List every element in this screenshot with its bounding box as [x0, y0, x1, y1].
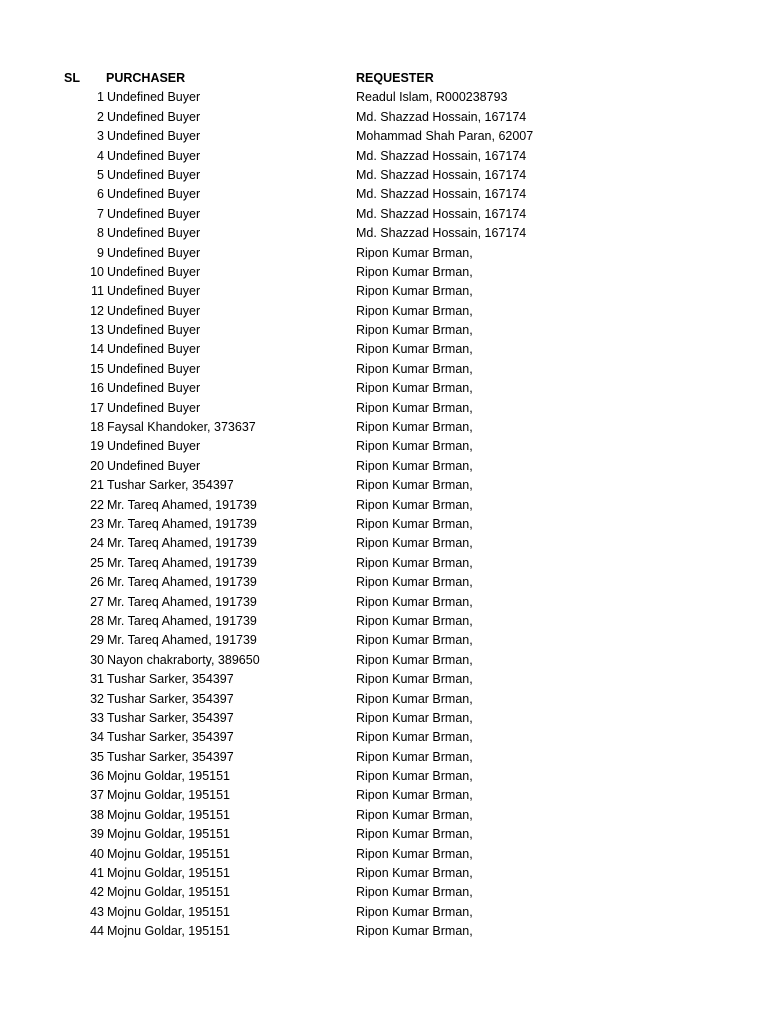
- table-row: [0, 263, 768, 282]
- cell-purchaser: Undefined Buyer: [107, 264, 201, 279]
- table-row: [0, 244, 768, 263]
- table-row: [0, 709, 768, 728]
- cell-requester: Ripon Kumar Brman,: [356, 866, 473, 881]
- cell-purchaser: Mojnu Goldar, 195151: [107, 866, 231, 881]
- cell-requester: Ripon Kumar Brman,: [356, 478, 473, 493]
- cell-purchaser: Mojnu Goldar, 195151: [107, 846, 231, 861]
- cell-sl: 9: [97, 245, 104, 260]
- cell-sl: 44: [90, 924, 104, 939]
- cell-purchaser: Faysal Khandoker, 373637: [107, 420, 256, 435]
- table-row: [0, 515, 768, 534]
- cell-purchaser: Undefined Buyer: [107, 361, 201, 376]
- cell-sl: 33: [90, 710, 104, 725]
- cell-requester: Readul Islam, R000238793: [356, 90, 508, 105]
- cell-requester: Ripon Kumar Brman,: [356, 264, 473, 279]
- cell-purchaser: Mojnu Goldar, 195151: [107, 788, 231, 803]
- cell-sl: 31: [90, 672, 104, 687]
- cell-requester: Ripon Kumar Brman,: [356, 730, 473, 745]
- table-row: [0, 147, 768, 166]
- cell-sl: 22: [90, 497, 104, 512]
- cell-requester: Ripon Kumar Brman,: [356, 633, 473, 648]
- table-row: [0, 767, 768, 786]
- cell-requester: Ripon Kumar Brman,: [356, 439, 473, 454]
- cell-requester: Ripon Kumar Brman,: [356, 536, 473, 551]
- table-row: [0, 690, 768, 709]
- table-row: [0, 476, 768, 495]
- cell-requester: Md. Shazzad Hossain, 167174: [356, 187, 527, 202]
- cell-requester: Md. Shazzad Hossain, 167174: [356, 206, 527, 221]
- cell-requester: Ripon Kumar Brman,: [356, 788, 473, 803]
- table-row: [0, 593, 768, 612]
- cell-sl: 1: [97, 90, 104, 105]
- cell-requester: Ripon Kumar Brman,: [356, 710, 473, 725]
- cell-purchaser: Undefined Buyer: [107, 148, 201, 163]
- cell-purchaser: Mojnu Goldar, 195151: [107, 827, 231, 842]
- table-row: [0, 185, 768, 204]
- cell-purchaser: Mr. Tareq Ahamed, 191739: [107, 497, 257, 512]
- cell-sl: 32: [90, 691, 104, 706]
- cell-sl: 26: [90, 575, 104, 590]
- cell-requester: Ripon Kumar Brman,: [356, 885, 473, 900]
- cell-purchaser: Tushar Sarker, 354397: [107, 672, 234, 687]
- cell-purchaser: Undefined Buyer: [107, 226, 201, 241]
- cell-sl: 21: [90, 478, 104, 493]
- cell-requester: Md. Shazzad Hossain, 167174: [356, 226, 527, 241]
- cell-purchaser: Mojnu Goldar, 195151: [107, 904, 231, 919]
- cell-sl: 40: [90, 846, 104, 861]
- cell-sl: 8: [97, 226, 104, 241]
- cell-requester: Ripon Kumar Brman,: [356, 361, 473, 376]
- cell-requester: Md. Shazzad Hossain, 167174: [356, 109, 527, 124]
- cell-requester: Ripon Kumar Brman,: [356, 769, 473, 784]
- table-row: [0, 340, 768, 359]
- cell-purchaser: Undefined Buyer: [107, 342, 201, 357]
- cell-purchaser: Undefined Buyer: [107, 90, 201, 105]
- cell-purchaser: Mr. Tareq Ahamed, 191739: [107, 613, 257, 628]
- cell-requester: Ripon Kumar Brman,: [356, 924, 473, 939]
- cell-sl: 39: [90, 827, 104, 842]
- table-row: [0, 864, 768, 883]
- table-header-row: [0, 69, 768, 88]
- table-row: [0, 728, 768, 747]
- table-row: [0, 534, 768, 553]
- cell-requester: Ripon Kumar Brman,: [356, 303, 473, 318]
- cell-sl: 2: [97, 109, 104, 124]
- cell-sl: 15: [90, 361, 104, 376]
- cell-purchaser: Mojnu Goldar, 195151: [107, 807, 231, 822]
- cell-sl: 10: [90, 264, 104, 279]
- table-row: [0, 651, 768, 670]
- cell-purchaser: Undefined Buyer: [107, 284, 201, 299]
- cell-sl: 38: [90, 807, 104, 822]
- table-row: [0, 631, 768, 650]
- cell-purchaser: Undefined Buyer: [107, 187, 201, 202]
- cell-requester: Ripon Kumar Brman,: [356, 420, 473, 435]
- cell-requester: Ripon Kumar Brman,: [356, 400, 473, 415]
- cell-sl: 42: [90, 885, 104, 900]
- cell-purchaser: Mojnu Goldar, 195151: [107, 924, 231, 939]
- cell-purchaser: Mojnu Goldar, 195151: [107, 769, 231, 784]
- cell-purchaser: Undefined Buyer: [107, 400, 201, 415]
- cell-purchaser: Mr. Tareq Ahamed, 191739: [107, 555, 257, 570]
- cell-requester: Md. Shazzad Hossain, 167174: [356, 148, 527, 163]
- table-row: [0, 825, 768, 844]
- cell-purchaser: Tushar Sarker, 354397: [107, 730, 234, 745]
- header-requester: REQUESTER: [356, 71, 434, 85]
- cell-sl: 34: [90, 730, 104, 745]
- cell-sl: 18: [90, 420, 104, 435]
- table-row: [0, 166, 768, 185]
- cell-purchaser: Mr. Tareq Ahamed, 191739: [107, 633, 257, 648]
- cell-requester: Ripon Kumar Brman,: [356, 516, 473, 531]
- cell-purchaser: Undefined Buyer: [107, 458, 201, 473]
- table-row: [0, 418, 768, 437]
- cell-sl: 30: [90, 652, 104, 667]
- cell-purchaser: Tushar Sarker, 354397: [107, 710, 234, 725]
- table-row: [0, 612, 768, 631]
- table-row: [0, 670, 768, 689]
- cell-requester: Ripon Kumar Brman,: [356, 652, 473, 667]
- cell-sl: 20: [90, 458, 104, 473]
- table-row: [0, 282, 768, 301]
- cell-requester: Ripon Kumar Brman,: [356, 245, 473, 260]
- cell-purchaser: Mojnu Goldar, 195151: [107, 885, 231, 900]
- table-row: [0, 127, 768, 146]
- table-row: [0, 496, 768, 515]
- cell-sl: 29: [90, 633, 104, 648]
- cell-purchaser: Nayon chakraborty, 389650: [107, 652, 260, 667]
- table-row: [0, 399, 768, 418]
- cell-sl: 14: [90, 342, 104, 357]
- table-row: [0, 437, 768, 456]
- cell-sl: 4: [97, 148, 104, 163]
- cell-requester: Ripon Kumar Brman,: [356, 323, 473, 338]
- cell-purchaser: Mr. Tareq Ahamed, 191739: [107, 516, 257, 531]
- cell-purchaser: Undefined Buyer: [107, 245, 201, 260]
- cell-sl: 24: [90, 536, 104, 551]
- table-row: [0, 903, 768, 922]
- cell-requester: Md. Shazzad Hossain, 167174: [356, 167, 527, 182]
- cell-purchaser: Undefined Buyer: [107, 381, 201, 396]
- cell-sl: 12: [90, 303, 104, 318]
- cell-sl: 27: [90, 594, 104, 609]
- table-row: [0, 883, 768, 902]
- purchase-table: [0, 69, 768, 942]
- cell-purchaser: Mr. Tareq Ahamed, 191739: [107, 575, 257, 590]
- table-row: [0, 321, 768, 340]
- table-row: [0, 379, 768, 398]
- cell-requester: Ripon Kumar Brman,: [356, 555, 473, 570]
- cell-purchaser: Mr. Tareq Ahamed, 191739: [107, 594, 257, 609]
- cell-requester: Mohammad Shah Paran, 62007: [356, 129, 534, 144]
- cell-sl: 17: [90, 400, 104, 415]
- cell-requester: Ripon Kumar Brman,: [356, 575, 473, 590]
- cell-sl: 5: [97, 167, 104, 182]
- cell-sl: 25: [90, 555, 104, 570]
- cell-sl: 43: [90, 904, 104, 919]
- cell-requester: Ripon Kumar Brman,: [356, 458, 473, 473]
- cell-purchaser: Tushar Sarker, 354397: [107, 749, 234, 764]
- cell-purchaser: Tushar Sarker, 354397: [107, 478, 234, 493]
- cell-requester: Ripon Kumar Brman,: [356, 846, 473, 861]
- cell-sl: 41: [90, 866, 104, 881]
- cell-requester: Ripon Kumar Brman,: [356, 672, 473, 687]
- table-row: [0, 88, 768, 107]
- cell-purchaser: Undefined Buyer: [107, 303, 201, 318]
- cell-requester: Ripon Kumar Brman,: [356, 691, 473, 706]
- cell-purchaser: Undefined Buyer: [107, 206, 201, 221]
- cell-requester: Ripon Kumar Brman,: [356, 381, 473, 396]
- table-row: [0, 554, 768, 573]
- cell-requester: Ripon Kumar Brman,: [356, 613, 473, 628]
- cell-purchaser: Undefined Buyer: [107, 109, 201, 124]
- table-row: [0, 205, 768, 224]
- table-row: [0, 786, 768, 805]
- cell-sl: 37: [90, 788, 104, 803]
- cell-sl: 35: [90, 749, 104, 764]
- cell-requester: Ripon Kumar Brman,: [356, 807, 473, 822]
- table-row: [0, 845, 768, 864]
- table-row: [0, 224, 768, 243]
- cell-sl: 7: [97, 206, 104, 221]
- cell-requester: Ripon Kumar Brman,: [356, 904, 473, 919]
- cell-sl: 19: [90, 439, 104, 454]
- table-row: [0, 360, 768, 379]
- cell-sl: 11: [91, 284, 104, 299]
- cell-sl: 36: [90, 769, 104, 784]
- cell-purchaser: Undefined Buyer: [107, 439, 201, 454]
- cell-requester: Ripon Kumar Brman,: [356, 342, 473, 357]
- cell-purchaser: Mr. Tareq Ahamed, 191739: [107, 536, 257, 551]
- table-body: [0, 88, 768, 941]
- cell-requester: Ripon Kumar Brman,: [356, 749, 473, 764]
- cell-sl: 3: [97, 129, 104, 144]
- table-row: [0, 108, 768, 127]
- cell-requester: Ripon Kumar Brman,: [356, 594, 473, 609]
- table-row: [0, 922, 768, 941]
- cell-requester: Ripon Kumar Brman,: [356, 284, 473, 299]
- cell-purchaser: Undefined Buyer: [107, 323, 201, 338]
- cell-sl: 13: [90, 323, 104, 338]
- cell-sl: 6: [97, 187, 104, 202]
- cell-purchaser: Undefined Buyer: [107, 129, 201, 144]
- table-row: [0, 457, 768, 476]
- table-row: [0, 302, 768, 321]
- cell-sl: 16: [90, 381, 104, 396]
- table-row: [0, 806, 768, 825]
- table-row: [0, 748, 768, 767]
- cell-requester: Ripon Kumar Brman,: [356, 827, 473, 842]
- cell-sl: 28: [90, 613, 104, 628]
- cell-sl: 23: [90, 516, 104, 531]
- table-row: [0, 573, 768, 592]
- header-purchaser: PURCHASER: [106, 71, 186, 85]
- cell-purchaser: Tushar Sarker, 354397: [107, 691, 234, 706]
- cell-purchaser: Undefined Buyer: [107, 167, 201, 182]
- cell-requester: Ripon Kumar Brman,: [356, 497, 473, 512]
- header-sl: SL: [64, 71, 80, 85]
